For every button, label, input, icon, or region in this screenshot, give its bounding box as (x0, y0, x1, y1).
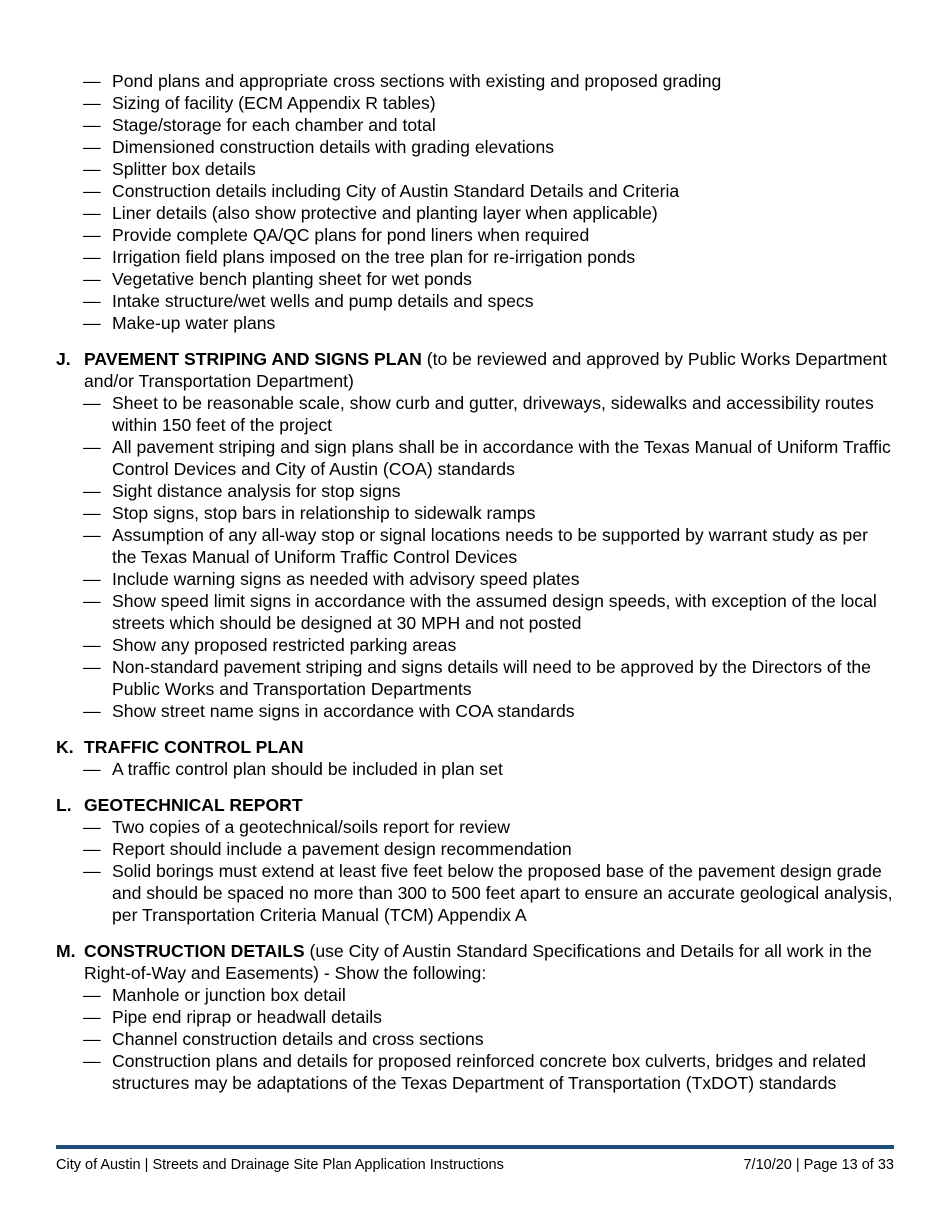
dash-bullet-icon: — (83, 93, 101, 113)
list-item (56, 860, 896, 926)
list-item (56, 1006, 896, 1028)
list-item (56, 224, 896, 246)
list-item (56, 92, 896, 114)
dash-bullet-icon: — (83, 1029, 101, 1049)
dash-bullet-icon: — (83, 861, 101, 881)
dash-bullet-icon: — (83, 1007, 101, 1027)
dash-bullet-icon: — (83, 247, 101, 267)
list-item-text: Show street name signs in accordance with COA standards (112, 701, 575, 721)
dash-bullet-icon: — (83, 481, 101, 501)
list-item (56, 202, 896, 224)
section-k-letter: K. (56, 737, 74, 757)
dash-bullet-icon: — (83, 393, 101, 413)
list-item-text: Intake structure/wet wells and pump details and specs (112, 291, 534, 311)
list-item (56, 634, 896, 656)
list-item-text: Splitter box details (112, 159, 256, 179)
dash-bullet-icon: — (83, 985, 101, 1005)
list-item-text: Non-standard pavement striping and signs details will need to be approved by the Directors of the Public Works and Transportation Departments (112, 657, 871, 699)
section-m-note: (use City of Austin Standard Specifications and Details for all work in the Right-of-Way and Easements) - Show the following: (84, 941, 872, 983)
list-item-text: Show any proposed restricted parking areas (112, 635, 457, 655)
dash-bullet-icon: — (83, 203, 101, 223)
list-item-text: Manhole or junction box detail (112, 985, 346, 1005)
dash-bullet-icon: — (83, 525, 101, 545)
list-item (56, 312, 896, 334)
list-item (56, 984, 896, 1006)
dash-bullet-icon: — (83, 291, 101, 311)
list-item (56, 268, 896, 290)
list-item (56, 114, 896, 136)
section-l-heading (56, 794, 896, 816)
list-item (56, 290, 896, 312)
list-item-text: Channel construction details and cross sections (112, 1029, 484, 1049)
list-item-text: Pond plans and appropriate cross sections with existing and proposed grading (112, 71, 722, 91)
list-item (56, 816, 896, 838)
section-l-list (56, 816, 896, 926)
list-item (56, 758, 896, 780)
dash-bullet-icon: — (83, 759, 101, 779)
list-item-text: Construction details including City of Austin Standard Details and Criteria (112, 181, 680, 201)
section-j-note: (to be reviewed and approved by Public Works Department and/or Transportation Department) (84, 349, 888, 391)
section-k-heading (56, 736, 896, 758)
section-j-heading (56, 348, 896, 392)
dash-bullet-icon: — (83, 313, 101, 333)
list-item-text: Liner details (also show protective and planting layer when applicable) (112, 203, 658, 223)
intro-list (56, 70, 896, 334)
list-item-text: Solid borings must extend at least five feet below the proposed base of the pavement design grade and should be spaced no more than 300 to 500 feet apart to ensure an accurate geological analysis, per Transportation Criteria Manual (TCM) Appendix A (112, 861, 893, 925)
list-item (56, 392, 896, 436)
dash-bullet-icon: — (83, 503, 101, 523)
dash-bullet-icon: — (83, 137, 101, 157)
dash-bullet-icon: — (83, 569, 101, 589)
list-item (56, 568, 896, 590)
dash-bullet-icon: — (83, 701, 101, 721)
list-item (56, 838, 896, 860)
footer-divider (56, 1145, 894, 1149)
list-item-text: Construction plans and details for proposed reinforced concrete box culverts, bridges and related structures may be adaptations of the Texas Department of Transportation (TxDOT) standards (112, 1051, 867, 1093)
dash-bullet-icon: — (83, 269, 101, 289)
list-item-text: Stage/storage for each chamber and total (112, 115, 436, 135)
section-l (56, 794, 896, 926)
dash-bullet-icon: — (83, 657, 101, 677)
list-item (56, 590, 896, 634)
list-item-text: A traffic control plan should be included in plan set (112, 759, 503, 779)
list-item-text: Sheet to be reasonable scale, show curb and gutter, driveways, sidewalks and accessibility routes within 150 feet of the project (112, 393, 874, 435)
list-item-text: All pavement striping and sign plans shall be in accordance with the Texas Manual of Uniform Traffic Control Devices and City of Austin (COA) standards (112, 437, 891, 479)
dash-bullet-icon: — (83, 71, 101, 91)
dash-bullet-icon: — (83, 839, 101, 859)
section-m (56, 940, 896, 1094)
list-item (56, 158, 896, 180)
list-item (56, 1028, 896, 1050)
section-l-title: GEOTECHNICAL REPORT (84, 795, 303, 815)
list-item-text: Stop signs, stop bars in relationship to sidewalk ramps (112, 503, 536, 523)
list-item-text: Two copies of a geotechnical/soils report for review (112, 817, 511, 837)
section-m-letter: M. (56, 941, 76, 961)
dash-bullet-icon: — (83, 159, 101, 179)
list-item-text: Make-up water plans (112, 313, 276, 333)
list-item (56, 246, 896, 268)
list-item (56, 524, 896, 568)
section-m-list (56, 984, 896, 1094)
section-m-heading (56, 940, 896, 984)
footer-page-info: 7/10/20 | Page 13 of 33 (743, 1157, 894, 1173)
section-l-letter: L. (56, 795, 72, 815)
list-item-text: Sizing of facility (ECM Appendix R tables) (112, 93, 436, 113)
dash-bullet-icon: — (83, 437, 101, 457)
page-footer (56, 1155, 894, 1175)
dash-bullet-icon: — (83, 635, 101, 655)
list-item-text: Dimensioned construction details with grading elevations (112, 137, 555, 157)
list-item-text: Irrigation field plans imposed on the tree plan for re-irrigation ponds (112, 247, 636, 267)
section-k-title: TRAFFIC CONTROL PLAN (84, 737, 304, 757)
section-j-list (56, 392, 896, 722)
list-item (56, 436, 896, 480)
list-item (56, 180, 896, 202)
section-m-title: CONSTRUCTION DETAILS (84, 941, 305, 961)
list-item-text: Report should include a pavement design recommendation (112, 839, 572, 859)
section-k-list (56, 758, 896, 780)
list-item (56, 502, 896, 524)
list-item (56, 480, 896, 502)
list-item-text: Assumption of any all-way stop or signal locations needs to be supported by warrant study as per the Texas Manual of Uniform Traffic Control Devices (112, 525, 868, 567)
list-item-text: Vegetative bench planting sheet for wet ponds (112, 269, 472, 289)
list-item (56, 136, 896, 158)
dash-bullet-icon: — (83, 225, 101, 245)
list-item-text: Include warning signs as needed with advisory speed plates (112, 569, 580, 589)
list-item (56, 700, 896, 722)
list-item (56, 70, 896, 92)
section-k (56, 736, 896, 780)
section-j (56, 348, 896, 722)
list-item (56, 656, 896, 700)
section-j-title: PAVEMENT STRIPING AND SIGNS PLAN (84, 349, 422, 369)
footer-document-title: City of Austin | Streets and Drainage Site Plan Application Instructions (56, 1157, 504, 1173)
list-item-text: Pipe end riprap or headwall details (112, 1007, 382, 1027)
list-item-text: Show speed limit signs in accordance with the assumed design speeds, with exception of the local streets which should be designed at 30 MPH and not posted (112, 591, 877, 633)
list-item-text: Provide complete QA/QC plans for pond liners when required (112, 225, 590, 245)
list-item (56, 1050, 896, 1094)
page-content (56, 70, 896, 1094)
section-j-letter: J. (56, 349, 71, 369)
dash-bullet-icon: — (83, 591, 101, 611)
dash-bullet-icon: — (83, 115, 101, 135)
dash-bullet-icon: — (83, 1051, 101, 1071)
dash-bullet-icon: — (83, 817, 101, 837)
dash-bullet-icon: — (83, 181, 101, 201)
list-item-text: Sight distance analysis for stop signs (112, 481, 401, 501)
